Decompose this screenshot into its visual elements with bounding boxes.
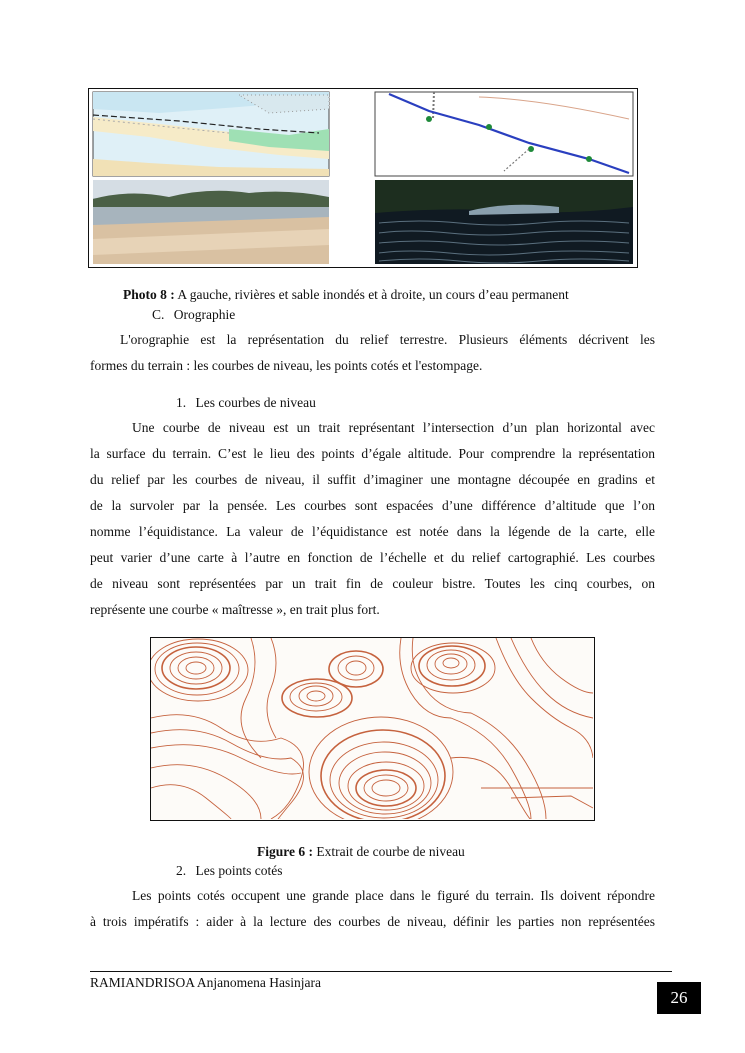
subsection-1-heading [176, 395, 316, 411]
paragraph-line: formes du terrain : les courbes de niveau, les points cotés et l'estompage. [90, 358, 483, 373]
section-c-title: Orographie [173, 307, 236, 322]
figure-caption-text: Extrait de courbe de niveau [313, 844, 465, 859]
dark-river-photo [375, 180, 633, 264]
page-number: 26 [657, 982, 701, 1014]
paragraph-line: de niveau sont représentées par un trait fin de couleur bistre. Toutes les cinq courbes, on [90, 576, 655, 591]
paragraph-line: à trois impératifs : aider à la lecture des courbes de niveau, définir les parties non représentées [90, 914, 655, 929]
section-c-heading [152, 307, 235, 323]
photo-8-caption [123, 287, 569, 303]
points-paragraph [90, 883, 655, 935]
paragraph-line: de la survoler par la pensée. Les courbes sont espacées d’une différence d’altitude que l’on [90, 498, 655, 513]
subsection-1-marker: 1. [176, 395, 187, 410]
paragraph-line: nomme l’équidistance. La valeur de l’équidistance est notée dans la légende de la carte, elle [90, 524, 655, 539]
subsection-2-heading [176, 863, 283, 879]
figure-caption-label: Figure 6 : [257, 844, 313, 859]
contour-lines-drawing [151, 638, 593, 819]
sandy-river-photo [93, 180, 329, 264]
photo-8-panel [88, 88, 638, 268]
paragraph-line: du relief par les courbes de niveau, il suffit d’imaginer une montagne découpée en gradins et [90, 472, 655, 487]
figure-6-caption [257, 844, 465, 860]
paragraph-line: Les points cotés occupent une grande place dans le figuré du terrain. Ils doivent répondre [132, 888, 655, 903]
courbes-paragraph [90, 415, 655, 623]
footer-author: RAMIANDRISOA Anjanomena Hasinjara [90, 975, 321, 990]
section-c-marker: C. [152, 307, 165, 322]
paragraph-line: la surface du terrain. C’est le lieu des points d’égale altitude. Pour comprendre la représentation [90, 446, 655, 461]
subsection-2-title: Les points cotés [195, 863, 283, 878]
flood-map-thumbnail [93, 92, 329, 176]
paragraph-line: peut varier d’une carte à l’autre en fonction de l’échelle et du relief cartographié. Les courbes [90, 550, 655, 565]
paragraph-line: L'orographie est la représentation du relief terrestre. Plusieurs éléments décrivent les [120, 332, 655, 347]
subsection-2-marker: 2. [176, 863, 187, 878]
subsection-1-title: Les courbes de niveau [195, 395, 316, 410]
intro-paragraph [90, 327, 655, 379]
footer-divider [90, 971, 672, 972]
photo-caption-text: A gauche, rivières et sable inondés et à droite, un cours d’eau permanent [174, 287, 569, 302]
photo-caption-label: Photo 8 : [123, 287, 175, 302]
river-map-thumbnail [375, 92, 633, 176]
photo-8-composite [89, 89, 636, 266]
paragraph-line: Une courbe de niveau est un trait représentant l’intersection d’un plan horizontal avec [132, 420, 655, 435]
figure-6-contour-map [150, 637, 595, 821]
paragraph-line: représente une courbe « maîtresse », en trait plus fort. [90, 602, 380, 617]
